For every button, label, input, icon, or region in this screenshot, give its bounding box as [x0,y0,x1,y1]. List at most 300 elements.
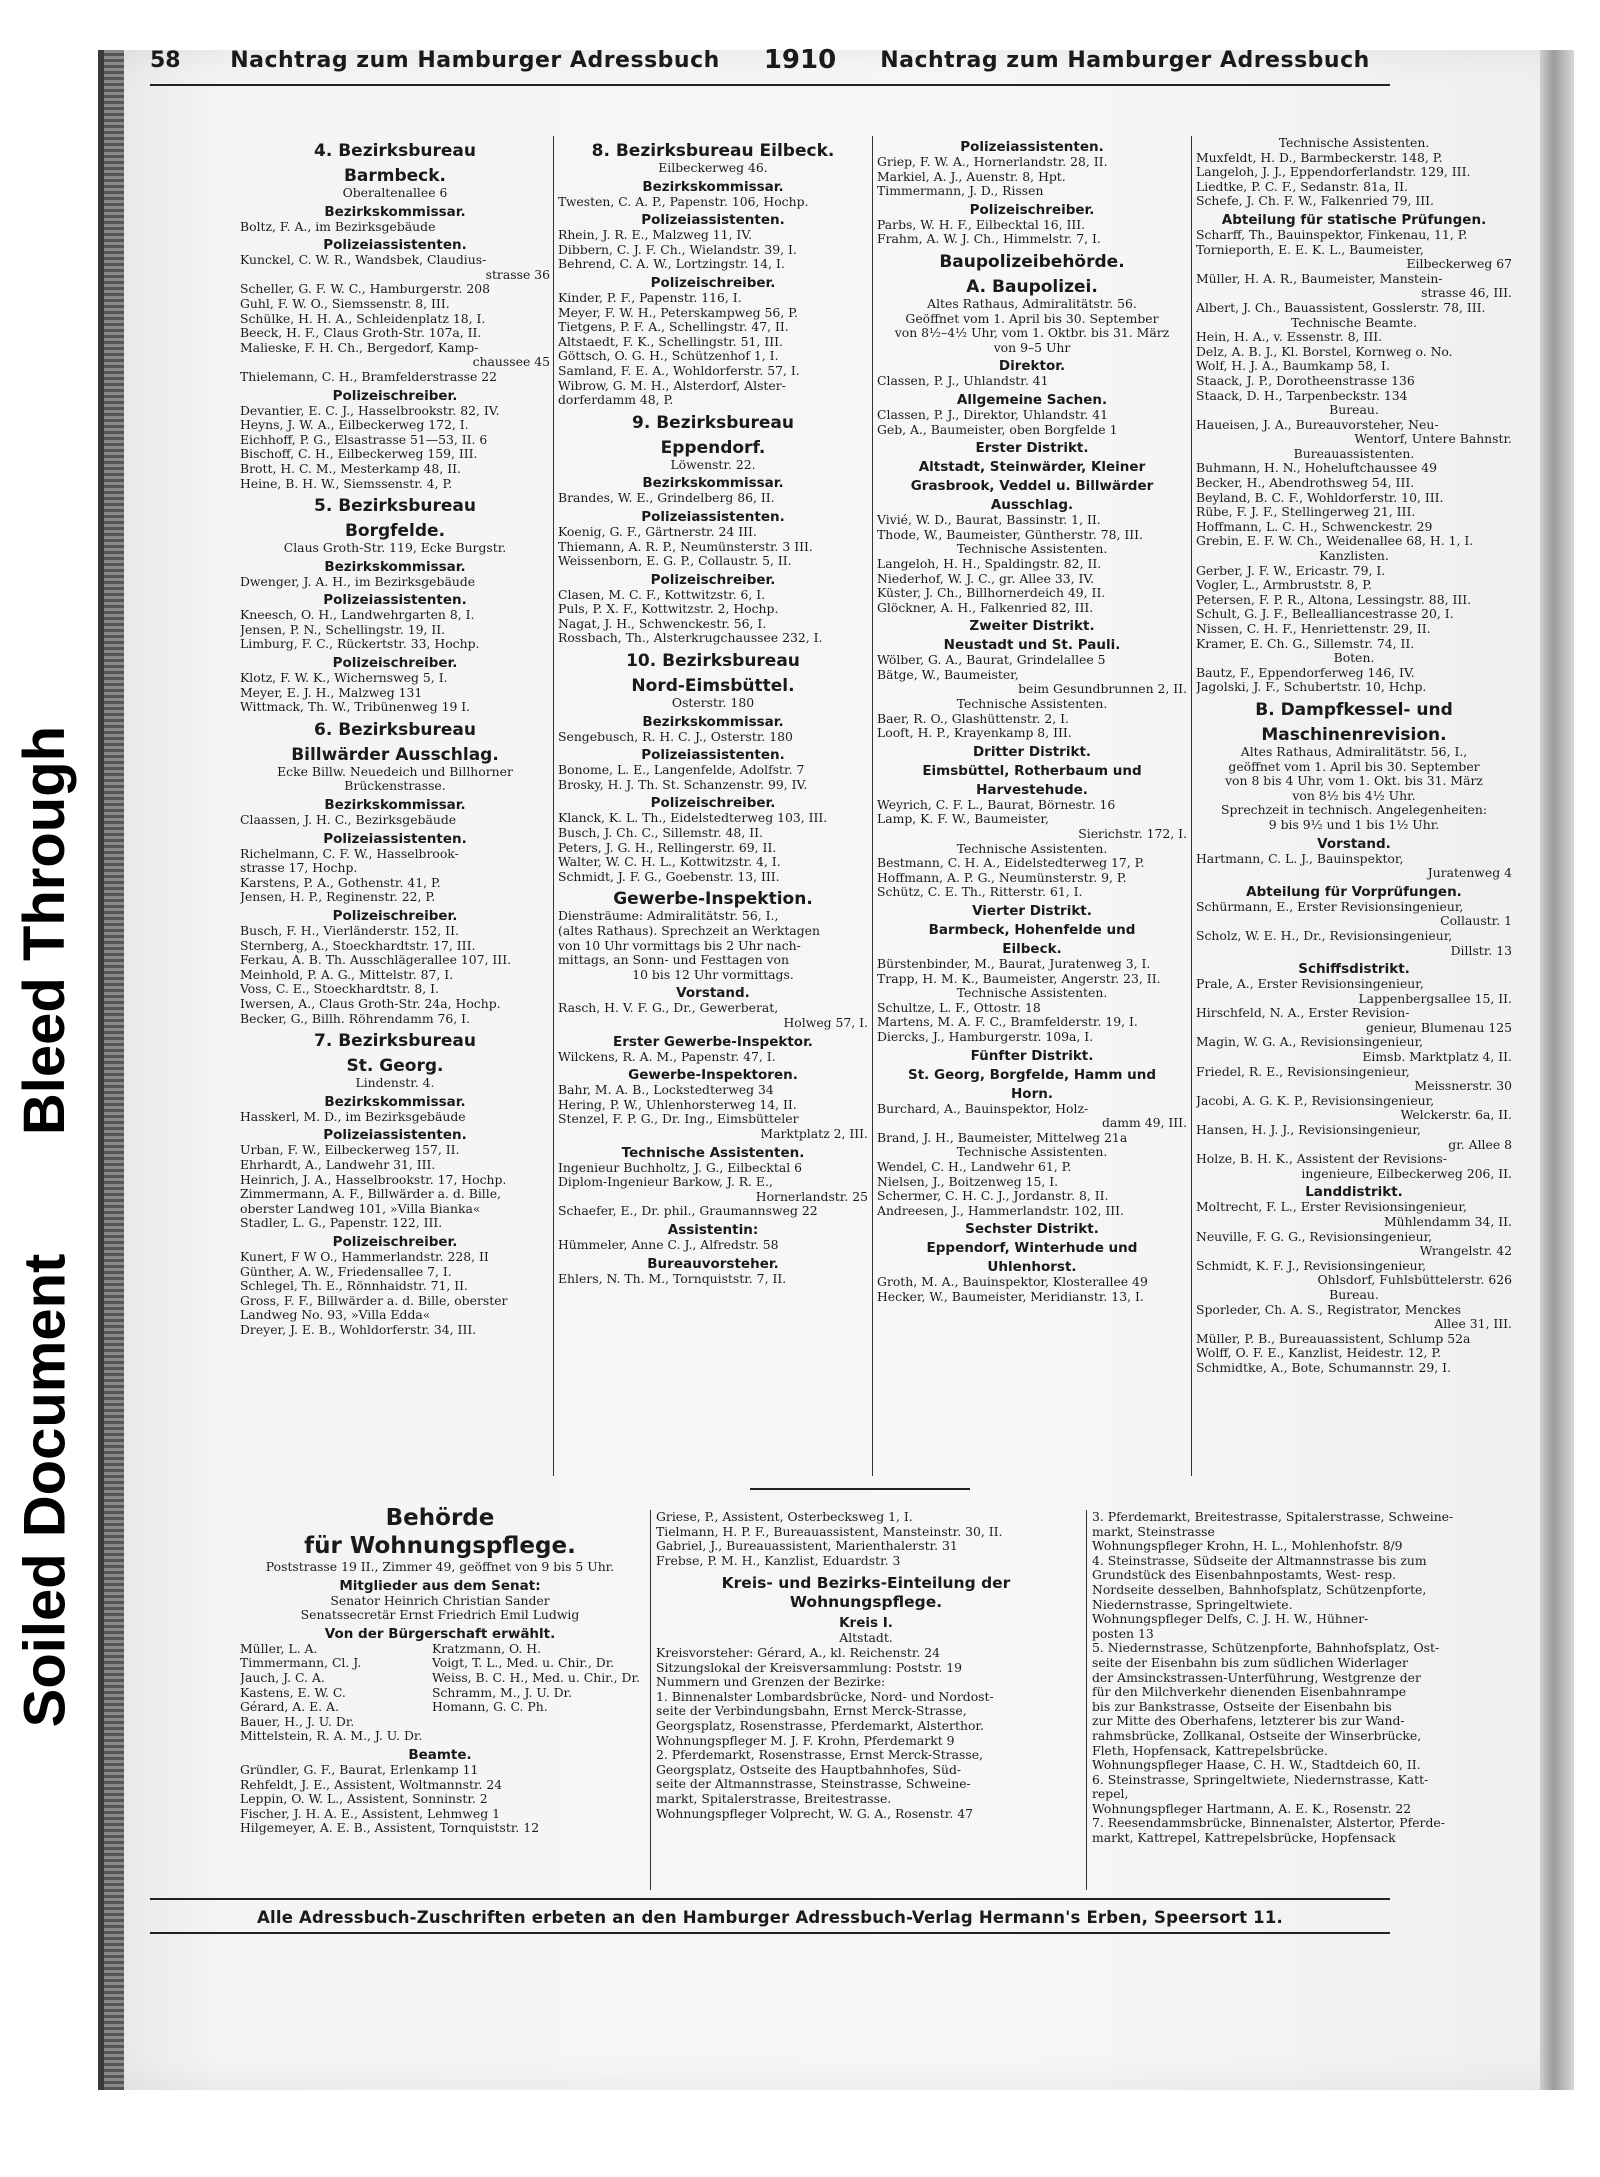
entry-line: Osterstr. 180 [671,696,755,711]
entry-line: Hecker, W., Baumeister, Meridianstr. 13, I. [877,1289,1144,1304]
buerger-member: Kratzmann, O. H. [431,1641,542,1656]
entry-line: Schülke, H. H. A., Schleidenplatz 18, I. [240,311,486,326]
entry-line: Heinrich, J. A., Hasselbrookstr. 17, Hochp. [240,1172,507,1187]
bezirk-line: zur Mitte des Oberhafens, letzterer bis zur Wand- [1092,1714,1405,1729]
entry-line: Weissenborn, E. G. P., Collaustr. 5, II. [558,554,792,569]
entry-line: Haueisen, J. A., Bureauvorsteher, Neu- [1196,417,1439,432]
entry-line: Richelmann, C. F. W., Hasselbrook- [240,846,459,861]
bezirk-line: 1. Binnenalster Lombardsbrücke, Nord- und Nordost- [656,1689,994,1704]
entry-line: Limburg, F. C., Rückertstr. 33, Hochp. [240,637,480,652]
entry-line: dorferdamm 48, P. [558,393,674,408]
footer-rule-top [150,1898,1390,1900]
subsection-heading: Harvestehude. [976,781,1088,798]
bezirk-line: repel, [1092,1787,1129,1802]
senate-member: Senator Heinrich Christian Sander [330,1593,550,1608]
subsection-heading: Allgemeine Sachen. [956,391,1108,408]
entry-line: Oberaltenallee 6 [342,186,448,200]
entry-line: Liedtke, P. C. F., Sedanstr. 81a, II. [1196,179,1408,194]
entry-line: Holze, B. H. K., Assistent der Revisions- [1196,1152,1447,1167]
entry-line: Allee 31, III. [1434,1317,1512,1332]
entry-line: Eilbeckerweg 46. [658,161,768,175]
bezirk-line: Wohnungspfleger Krohn, H. L., Mohlenhofstr. 8/9 [1092,1539,1403,1554]
entry-line: Bahr, M. A. B., Lockstedterweg 34 [558,1083,774,1098]
kreis-subtitle: Wohnungspflege. [789,1593,943,1612]
entry-line: oberster Landweg 101, »Villa Bianka« [240,1201,481,1216]
altstadt-heading: Altstadt. [839,1631,893,1646]
entry-line: Technische Assistenten. [956,697,1108,712]
section-heading: Borgfelde. [344,521,446,542]
subsection-heading: Bezirkskommissar. [324,797,466,814]
entry-line: chaussee 45 [472,355,550,370]
entry-line: 9 bis 9½ und 1 bis 1½ Uhr. [1268,817,1440,832]
entry-line: Urban, F. W., Eilbeckerweg 157, II. [240,1143,460,1158]
entry-line: Dreyer, J. E. B., Wohldorferstr. 34, III. [240,1322,477,1337]
buerger-member: Voigt, T. L., Med. u. Chir., Dr. [431,1656,615,1671]
entry-line: genieur, Blumenau 125 [1365,1020,1512,1035]
header-title-right: Nachtrag zum Hamburger Adressbuch [880,47,1370,73]
entry-line: Staack, J. P., Dorotheenstrasse 136 [1196,373,1415,388]
entry-line: Neuville, F. G. G., Revisionsingenieur, [1196,1229,1433,1244]
buerger-member: Kastens, E. W. C. [240,1685,346,1700]
subsection-heading: Barmbeck, Hohenfelde und [928,922,1136,938]
subsection-heading: Bezirkskommissar. [642,713,784,730]
entry-line: (altes Rathaus). Sprechzeit an Werktagen [558,924,820,938]
subsection-heading: Sechster Distrikt. [965,1221,1099,1238]
entry-line: Dibbern, C. J. F. Ch., Wielandstr. 39, I. [558,242,797,257]
entry-line: Langeloh, J. J., Eppendorferlandstr. 129, III. [1196,165,1471,180]
entry-line: Niederhof, W. J. C., gr. Allee 33, IV. [877,571,1095,586]
bezirk-line: bis zur Bankstrasse, Ostseite der Eisenbahn bis [1092,1699,1392,1714]
entry-line: Classen, P. J., Direktor, Uhlandstr. 41 [877,407,1109,422]
entry-line: Mühlendamm 34, II. [1383,1215,1512,1229]
section-heading: Eppendorf. [660,437,766,458]
entry-line: Bürstenbinder, M., Baurat, Juratenweg 3, I. [877,957,1151,971]
entry-line: von 9–5 Uhr [993,340,1071,355]
entry-line: Gerber, J. F. W., Ericastr. 79, I. [1196,563,1386,578]
entry-line: Andreesen, J., Hammerlandstr. 102, III. [877,1203,1124,1218]
bezirk-line: der Amsinckstrassen-Unterführung, Westgrenze der [1092,1670,1421,1685]
entry-line: Vivié, W. D., Baurat, Bassinstr. 1, II. [877,513,1101,528]
section-heading: 5. Bezirksbureau [314,496,476,517]
entry-line: Ecke Billw. Neuedeich und Billhorner [277,764,513,779]
subsection-heading: Direktor. [998,358,1066,375]
beamte-entry: Hilgemeyer, A. E. B., Assistent, Tornquiststr. 12 [240,1821,540,1836]
entry-line: Göttsch, O. G. H., Schützenhof 1, I. [558,349,779,364]
bezirk-line: 5. Niedernstrasse, Schützenpforte, Bahnhofsplatz, Ost- [1092,1641,1440,1656]
entry-line: geöffnet vom 1. April bis 30. September [1228,759,1480,774]
entry-line: Marktplatz 2, III. [760,1126,868,1141]
entry-line: Altes Rathaus, Admiralitätstr. 56. [927,296,1137,311]
entry-line: Rübe, F. J. F., Stellingerweg 21, III. [1196,505,1416,520]
entry-line: Glöckner, A. H., Falkenried 82, III. [877,600,1094,615]
entry-line: Kramer, E. Ch. G., Sillemstr. 74, II. [1196,636,1415,651]
entry-line: Lamp, K. F. W., Baumeister, [877,812,1049,827]
entry-line: Wolff, O. F. E., Kanzlist, Heidestr. 12, P. [1196,1346,1442,1361]
entry-line: mittags, an Sonn- und Festtagen von [558,953,789,968]
entry-line: Hering, P. W., Uhlenhorsterweg 14, II. [558,1097,797,1112]
entry-line: Grebin, E. F. W. Ch., Weidenallee 68, H. 1, I. [1196,534,1474,549]
column-4 [1196,136,1512,1476]
buerger-member: Jauch, J. C. A. [240,1670,325,1685]
subsection-heading: Dritter Distrikt. [972,743,1092,760]
entry-line: Jacobi, A. G. K. P., Revisionsingenieur, [1196,1093,1435,1108]
entry-line: Technische Beamte. [1291,315,1417,330]
entry-line: Klotz, F. W. K., Wichernsweg 5, I. [240,671,448,686]
subsection-heading: Eilbeck. [1002,941,1062,957]
entry-line: Ingenieur Buchholtz, J. G., Eilbecktal 6 [558,1160,803,1175]
column-1 [240,136,550,1476]
section-heading: Gewerbe-Inspektion. [613,889,813,910]
entry-line: Behrend, C. A. W., Lortzingstr. 14, I. [558,257,785,272]
entry-line: Bonome, L. E., Langenfelde, Adolfstr. 7 [558,763,805,778]
entry-line: Jensen, P. N., Schellingstr. 19, II. [240,622,446,637]
entry-line: Classen, P. J., Uhlandstr. 41 [877,374,1049,389]
entry-line: Technische Assistenten. [956,542,1108,557]
entry-line: Sternberg, A., Stoeckhardtstr. 17, III. [240,938,476,953]
entry-line: Griep, F. W. A., Hornerlandstr. 28, II. [877,155,1108,169]
section-heading: Maschinenrevision. [1261,724,1447,745]
entry-line: Diercks, J., Hamburgerstr. 109a, I. [877,1029,1094,1044]
entry-line: Wittmack, Th. W., Tribünenweg 19 I. [240,700,471,715]
buerger-member: Timmermann, Cl. J. [240,1656,362,1671]
entry-line: Bureauassistenten. [1293,446,1415,461]
column-2 [558,136,868,1476]
subsection-heading: Polizeiassistenten. [641,747,785,764]
subsection-heading: Polizeischreiber. [332,908,458,924]
entry-line: Altstaedt, F. K., Schellingstr. 51, III. [558,334,783,349]
senate-member: Senatssecretär Ernst Friedrich Emil Ludwig [300,1608,580,1623]
entry-line: gr. Allee 8 [1448,1137,1512,1152]
entry-line: Eilbeckerweg 67 [1406,257,1512,272]
entry-line: Hansen, H. J. J., Revisionsingenieur, [1196,1123,1421,1138]
entry-line: Rossbach, Th., Alsterkrugchaussee 232, I. [558,631,823,646]
column-divider [650,1510,651,1890]
subsection-heading: Bezirkskommissar. [642,475,784,492]
entry-line: Schermer, C. H. C. J., Jordanstr. 8, II. [877,1189,1109,1204]
subsection-heading: Uhlenhorst. [987,1259,1077,1276]
page-header [150,40,1390,80]
entry-line: Schmidt, K. F. J., Revisionsingenieur, [1196,1258,1427,1273]
entry-line: Collaustr. 1 [1440,914,1512,929]
bezirk-line: für den Milchverkehr dienenden Eisenbahnrampe [1092,1685,1407,1700]
entry-line: Trapp, H. M. K., Baumeister, Angerstr. 23, II. [877,971,1161,986]
kreis-einteilung-block [656,1510,1076,1890]
section-heading: 8. Bezirksbureau Eilbeck. [591,141,835,161]
entry-line: Schultze, L. F., Ottostr. 18 [877,1000,1041,1015]
column-divider [872,136,873,1476]
bezirk-line: 2. Pferdemarkt, Rosenstrasse, Ernst Merck-Strasse, [656,1748,984,1763]
entry-line: Thiemann, A. R. P., Neumünsterstr. 3 III. [558,539,813,554]
entry-line: Gross, F. F., Billwärder a. d. Bille, oberster [240,1293,508,1308]
entry-line: Hirschfeld, N. A., Erster Revision- [1196,1006,1410,1021]
subsection-heading: Polizeiassistenten. [323,1127,467,1144]
wohnungspflege-title: Behörde [385,1505,495,1531]
column-divider [1086,1510,1087,1890]
subsection-heading: Vierter Distrikt. [972,903,1092,919]
subsection-heading: Bezirkskommissar. [324,558,466,575]
subsection-heading: Polizeiassistenten. [323,592,467,609]
entry-line: Meissnerstr. 30 [1414,1079,1512,1094]
entry-line: Schmidtke, A., Bote, Schumannstr. 29, I. [1196,1360,1452,1375]
subsection-heading: Erster Distrikt. [975,440,1089,457]
entry-line: Bureau. [1329,403,1379,418]
section-heading: 9. Bezirksbureau [632,412,794,433]
soiled-document-label: Soiled Document [12,1253,78,1727]
entry-line: Zimmermann, A. F., Billwärder a. d. Bille, [240,1187,501,1202]
subsection-heading: Polizeischreiber. [332,387,458,404]
entry-line: Staack, D. H., Tarpenbeckstr. 134 [1196,388,1408,403]
binding-gutter [104,50,124,2090]
subsection-heading: Landdistrikt. [1305,1184,1403,1201]
entry-line: Ferkau, A. B. Th. Ausschlägerallee 107, III. [240,953,512,968]
bezirk-line: Georgsplatz, Rosenstrasse, Pferdemarkt, Alsterthor. [656,1718,984,1733]
entry-line: Rhein, J. R. E., Malzweg 11, IV. [558,228,753,243]
subsection-heading: Ausschlag. [990,497,1074,514]
entry-line: Technische Assistenten. [956,841,1108,856]
bezirk-line: Wohnungspfleger Hartmann, A. E. K., Rosenstr. 22 [1092,1801,1412,1816]
entry-line: Malieske, F. H. Ch., Bergedorf, Kamp- [240,340,479,355]
bezirk-line: markt, Spitalerstrasse, Breitestrasse. [656,1791,892,1806]
buerger-member: Bauer, H., J. U. Dr. [240,1714,355,1729]
entry-line: Brosky, H. J. Th. St. Schanzenstr. 99, IV. [558,777,808,792]
entry-line: Becker, H., Abendrothsweg 54, III. [1196,476,1415,491]
beamte-entry: Leppin, O. W. L., Assistent, Sonninstr. 2 [240,1792,488,1807]
entry-line: von 8½–4½ Uhr, vom 1. Oktbr. bis 31. März [894,326,1170,341]
bezirk-line: Wohnungspfleger M. J. F. Krohn, Pferdemarkt 9 [656,1733,955,1748]
entry-line: Juratenweg 4 [1427,866,1512,881]
entry-line: Hornerlandstr. 25 [755,1189,868,1204]
entry-line: Brott, H. C. M., Mesterkamp 48, II. [240,461,461,476]
entry-line: Schult, G. J. F., Bellealliancestrasse 20, I. [1196,607,1454,622]
entry-line: Bätge, W., Baumeister, [877,667,1019,682]
entry-line: Technische Assistenten. [1278,136,1430,150]
entry-line: Looft, H. P., Krayenkamp 8, III. [877,726,1072,741]
subsection-heading: Polizeiassistenten. [323,830,467,847]
subsection-heading: Polizeischreiber. [969,201,1095,218]
entry-line: Landweg No. 93, »Villa Edda« [240,1308,431,1323]
entry-line: Thielemann, C. H., Bramfelderstrasse 22 [240,369,497,384]
entry-line: Tornieporth, E. E. K. L., Baumeister, [1196,242,1424,257]
entry-line: Koenig, G. F., Gärtnerstr. 24 III. [558,524,757,539]
entry-line: Guhl, F. W. O., Siemssenstr. 8, III. [240,296,450,311]
entry-line: Groth, M. A., Bauinspektor, Klosterallee 49 [877,1275,1148,1290]
buerger-member: Weiss, B. C. H., Med. u. Chir., Dr. [431,1670,640,1685]
bezirke-list-block [1092,1510,1516,1890]
buerger-member: Gérard, A. E. A. [240,1700,339,1715]
bezirk-line: Grundstück des Eisenbahnpostamts, West- resp. [1092,1568,1397,1583]
entry-line: Schmidt, J. F. G., Goebenstr. 13, III. [558,869,780,884]
entry-line: Wrangelstr. 42 [1419,1244,1512,1259]
subsection-heading: Bureauvorsteher. [647,1255,779,1272]
entry-line: Scheller, G. F. W. C., Hamburgerstr. 208 [240,282,491,297]
bezirk-line: Wohnungspfleger Delfs, C. J. H. W., Hühner- [1092,1612,1369,1627]
section-rule [750,1488,970,1490]
entry-line: Küster, J. Ch., Billhornerdeich 49, II. [877,586,1106,601]
beamte-entry: Fischer, J. H. A. E., Assistent, Lehmweg 1 [240,1806,500,1821]
bezirk-line: 6. Steinstrasse, Springeltwiete, Niedernstrasse, Katt- [1092,1772,1429,1787]
subsection-heading: Gewerbe-Inspektoren. [628,1067,798,1084]
section-heading: 10. Bezirksbureau [626,651,800,672]
entry-line: Gabriel, J., Bureauassistent, Marienthalerstr. 31 [656,1539,958,1554]
entry-line: Eimsb. Marktplatz 4, II. [1362,1050,1512,1065]
entry-line: Buhmann, H. N., Hoheluftchaussee 49 [1196,461,1438,476]
bezirk-line: posten 13 [1092,1626,1154,1641]
subsection-heading: Abteilung für statische Prüfungen. [1221,211,1487,228]
entry-line: Muxfeldt, H. D., Barmbeckerstr. 148, P. [1196,150,1443,165]
entry-line: Brandes, W. E., Grindelberg 86, II. [558,491,775,506]
entry-line: Geöffnet vom 1. April bis 30. September [905,311,1159,326]
entry-line: Stadler, L. G., Papenstr. 122, III. [240,1216,443,1231]
entry-line: Langeloh, H. H., Spaldingstr. 82, II. [877,556,1102,571]
beamte-entry: Rehfeldt, J. E., Assistent, Woltmannstr. 24 [240,1777,503,1792]
entry-line: Schlegel, Th. E., Rönnhaidstr. 71, II. [240,1279,468,1294]
bezirk-line: 4. Steinstrasse, Südseite der Altmannstrasse bis zum [1092,1553,1427,1568]
entry-line: Thode, W., Baumeister, Güntherstr. 78, III. [877,527,1143,542]
entry-line: Meinhold, P. A. G., Mittelstr. 87, I. [240,967,454,982]
buerger-member: Müller, L. A. [240,1641,318,1656]
entry-line: Albert, J. Ch., Bauassistent, Gosslerstr. 78, III. [1196,300,1486,315]
entry-line: Iwersen, A., Claus Groth-Str. 24a, Hochp. [240,996,501,1011]
entry-line: Brand, J. H., Baumeister, Mittelweg 21a [877,1130,1128,1145]
subsection-heading: Polizeischreiber. [650,795,776,812]
subsection-heading: Erster Gewerbe-Inspektor. [613,1033,813,1050]
section-heading: Barmbeck. [343,166,447,186]
entry-line: 10 bis 12 Uhr vormittags. [632,967,794,982]
subsection-heading: Polizeischreiber. [650,274,776,291]
subsection-heading: Altstadt, Steinwärder, Kleiner [918,459,1146,476]
entry-line: Klanck, K. L. Th., Eidelstedterweg 103, III. [558,811,828,826]
entry-line: Tietgens, P. F. A., Schellingstr. 47, II. [558,320,789,335]
entry-line: Scharff, Th., Bauinspektor, Finkenau, 11, P. [1196,227,1468,242]
subsection-heading: Polizeischreiber. [332,1233,458,1250]
entry-line: Welckerstr. 6a, II. [1400,1108,1512,1123]
subsection-heading: Grasbrook, Veddel u. Billwärder [910,478,1154,495]
buerger-heading: Von der Bürgerschaft erwählt. [324,1625,556,1642]
address-line: Poststrasse 19 II., Zimmer 49, geöffnet von 9 bis 5 Uhr. [265,1560,615,1574]
entry-line: Burchard, A., Bauinspektor, Holz- [877,1101,1089,1116]
bezirk-line: markt, Kattrepel, Kattrepelsbrücke, Hopfensack [1092,1831,1396,1846]
section-heading: St. Georg. [346,1056,444,1077]
entry-line: Hartmann, C. L. J., Bauinspektor, [1196,851,1404,866]
entry-line: Claassen, J. H. C., Bezirksgebäude [240,813,457,828]
entry-line: Twesten, C. A. P., Papenstr. 106, Hochp. [558,194,809,209]
entry-line: Hümmeler, Anne C. J., Alfredstr. 58 [558,1237,779,1252]
column-divider [553,136,554,1476]
subsection-heading: Polizeischreiber. [332,655,458,672]
entry-line: Prale, A., Erster Revisionsingenieur, [1196,977,1424,992]
entry-line: Diensträume: Admiralitätstr. 56, I., [558,909,779,924]
entry-line: Hasskerl, M. D., im Bezirksgebäude [240,1109,466,1124]
entry-line: Löwenstr. 22. [670,457,756,472]
entry-line: Heine, B. H. W., Siemssenstr. 4, P. [240,476,453,491]
buerger-member: Mittelstein, R. A. M., J. U. Dr. [240,1729,423,1744]
entry-line: Wölber, G. A., Baurat, Grindelallee 5 [877,653,1106,668]
subsection-heading: Polizeiassistenten. [641,212,785,229]
footer-rule-bottom [150,1932,1390,1934]
bezirk-line: Wohnungspfleger Volprecht, W. G. A., Rosenstr. 47 [656,1806,973,1821]
bezirk-line: Georgsplatz, Ostseite des Hauptbahnhofes, Süd- [656,1762,962,1777]
entry-line: Magin, W. G. A., Revisionsingenieur, [1196,1035,1424,1050]
bezirk-line: seite der Eisenbahn bis zum südlichen Widerlager [1092,1655,1408,1670]
wohnungspflege-subtitle: für Wohnungspflege. [304,1533,576,1559]
entry-line: Schütz, C. E. Th., Ritterstr. 61, I. [877,885,1083,900]
entry-line: Stenzel, F. P. G., Dr. Ing., Eimsbütteler [558,1112,799,1127]
subsection-heading: Polizeischreiber. [650,571,776,588]
entry-line: Beeck, H. F., Claus Groth-Str. 107a, II. [240,326,482,341]
beamte-heading: Beamte. [408,1746,472,1763]
subsection-heading: Bezirkskommissar. [324,1093,466,1110]
bezirk-line: 7. Reesendammsbrücke, Binnenalster, Alstertor, Pferde- [1092,1816,1445,1831]
entry-line: Hein, H. A., v. Essenstr. 8, III. [1196,330,1383,345]
subsection-heading: Bezirkskommissar. [642,178,784,195]
entry-line: Diplom-Ingenieur Barkow, J. R. E., [558,1175,773,1190]
entry-line: Hoffmann, A. P. G., Neumünsterstr. 9, P. [877,870,1127,885]
entry-line: Samland, F. E. A., Wohldorferstr. 57, I. [558,363,800,378]
bezirk-line: rahmsbrücke, Zollkanal, Ostseite der Winserbrücke, [1092,1728,1422,1743]
bleed-through-label: Bleed Through [12,725,78,1135]
bezirk-line: Wohnungspfleger Haase, C. H. W., Stadtdeich 60, II. [1092,1758,1421,1773]
entry-line: Frahm, A. W. J. Ch., Himmelstr. 7, I. [877,232,1101,247]
entry-line: strasse 46, III. [1421,286,1512,301]
subsection-heading: Vorstand. [1317,835,1391,852]
section-heading: B. Dampfkessel- und [1255,699,1453,720]
entry-line: Nissen, C. H. F., Henriettenstr. 29, II. [1196,622,1431,636]
entry-line: Dillstr. 13 [1450,943,1512,958]
entry-line: Schürmann, E., Erster Revisionsingenieur, [1196,899,1464,914]
bezirk-line: Nordseite desselben, Bahnhofsplatz, Schützenpforte, [1092,1582,1427,1597]
entry-line: Kanzlisten. [1319,549,1389,564]
subsection-heading: Abteilung für Vorprüfungen. [1246,883,1462,900]
entry-line: Vogler, L., Armbruststr. 8, P. [1196,578,1373,593]
entry-line: Sierichstr. 172, I. [1078,827,1187,842]
entry-line: Altes Rathaus, Admiralitätstr. 56, I., [1240,744,1468,759]
entry-line: damm 49, III. [1101,1116,1187,1131]
entry-line: Busch, F. H., Vierländerstr. 152, II. [240,924,459,938]
entry-line: Sengebusch, R. H. C. J., Osterstr. 180 [558,729,793,744]
entry-line: Sprechzeit in technisch. Angelegenheiten: [1220,803,1488,818]
entry-line: strasse 36 [485,267,550,282]
entry-line: Meyer, E. J. H., Malzweg 131 [240,685,423,700]
entry-line: Moltrecht, F. L., Erster Revisionsingenieur, [1196,1200,1467,1215]
entry-line: Ohlsdorf, Fuhlsbüttelerstr. 626 [1317,1273,1512,1288]
entry-line: Baer, R. O., Glashüttenstr. 2, I. [877,711,1069,726]
entry-line: Wibrow, G. M. H., Alsterdorf, Alster- [558,378,786,393]
entry-line: Wilckens, R. A. M., Papenstr. 47, I. [558,1049,776,1064]
entry-line: Lindenstr. 4. [355,1076,435,1091]
column-divider [1191,136,1192,1476]
entry-line: Devantier, E. C. J., Hasselbrookstr. 82, IV. [240,403,500,418]
section-heading: Nord-Eimsbüttel. [631,676,795,697]
subsection-heading: Vorstand. [676,985,750,1002]
buerger-member: Homann, G. C. Ph. [431,1700,548,1715]
entry-line: Ehrhardt, A., Landwehr 31, III. [240,1157,436,1172]
entry-line: Müller, P. B., Bureauassistent, Schlump 52a [1196,1331,1471,1346]
bezirk-line: Nummern und Grenzen der Bezirke: [656,1675,886,1690]
entry-line: Ehlers, N. Th. M., Tornquiststr. 7, II. [558,1271,787,1286]
subsection-heading: Eppendorf, Winterhude und [926,1240,1138,1257]
entry-line: Kunckel, C. W. R., Wandsbek, Claudius- [240,253,487,268]
subsection-heading: Horn. [1011,1085,1053,1102]
entry-line: strasse 17, Hochp. [240,861,358,876]
entry-line: Brückenstrasse. [344,779,446,794]
entry-line: Griese, P., Assistent, Osterbecksweg 1, I. [656,1510,913,1524]
entry-line: Lappenbergsallee 15, II. [1358,991,1512,1006]
kreis-title: Kreis- und Bezirks-Einteilung der [721,1574,1011,1593]
entry-line: Technische Assistenten. [956,986,1108,1001]
entry-line: Weyrich, C. F. L., Baurat, Börnestr. 16 [877,797,1116,812]
section-heading: 4. Bezirksbureau [314,141,476,161]
entry-line: Jagolski, J. F., Schubertstr. 10, Hchp. [1196,680,1427,695]
